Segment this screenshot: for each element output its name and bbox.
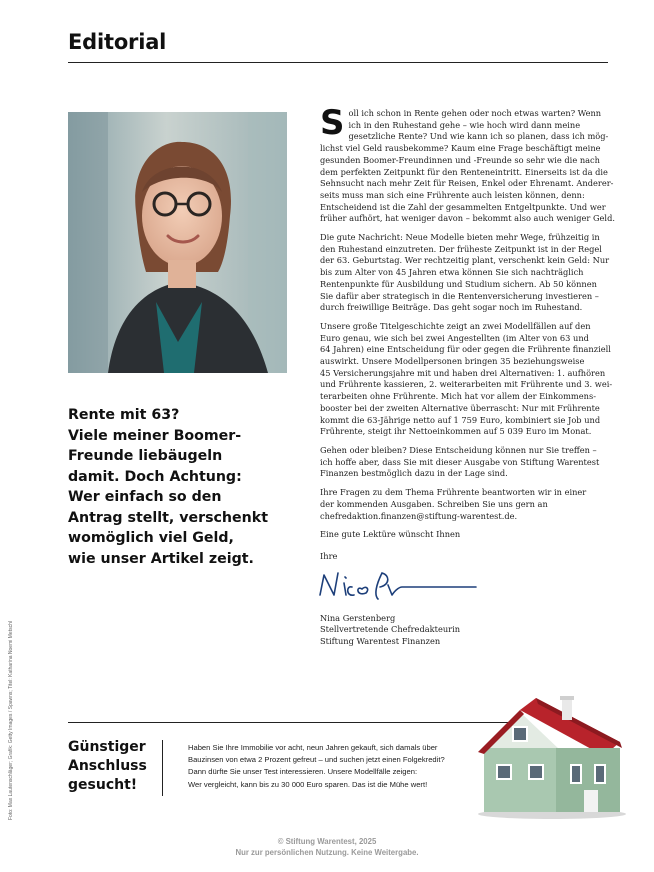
- text-line: bis zum Alter von 45 Jahren etwa können Sie sich nachträglich: [320, 267, 584, 278]
- pull-quote-line: Rente mit 63?: [68, 407, 180, 423]
- paragraph-4: [320, 445, 608, 480]
- handwritten-signature: [316, 565, 486, 605]
- text-line: Euro genau, wie sich bei zwei Angestellten (im Alter von 63 und: [320, 332, 589, 343]
- text-line: booster bei der zweiten Alternative überrascht: Nur mit Frührente: [320, 402, 600, 413]
- pull-quote-line: Wer einfach so den: [68, 489, 222, 505]
- house-illustration: [472, 690, 632, 820]
- salutation: Ihre: [320, 550, 338, 561]
- text-line: früher aufhört, hat weniger davon – bekommt also auch weniger Geld.: [320, 213, 615, 224]
- teaser-title-line: gesucht!: [68, 777, 138, 793]
- teaser-text-line: Haben Sie Ihre Immobilie vor acht, neun Jahren gekauft, sich damals über: [188, 743, 438, 752]
- paragraph-1: [320, 103, 615, 225]
- teaser-rule: [68, 722, 508, 723]
- text-line: gesetzliche Rente? Und wie kann ich so planen, dass ich mög-: [348, 131, 609, 142]
- text-line: Frührente, steigt ihr Nettoeinkommen auf 5 039 Euro im Monat.: [320, 426, 592, 437]
- teaser-text-line: Bauzinsen von etwa 2 Prozent gefreut – und suchen jetzt einen Folgekredit?: [188, 755, 445, 765]
- photo-credit: Foto: Max Lautenschläger; Grafik: Getty Images / Spawns; Titel: Katharina Noemi Metschl: [8, 621, 14, 820]
- text-line: ich hoffe aber, dass Sie mit dieser Ausgabe von Stiftung Warentest: [320, 456, 600, 467]
- text-line: Gehen oder bleiben? Diese Entscheidung können nur Sie treffen –: [320, 444, 597, 455]
- teaser-text-line: Wer vergleicht, kann bis zu 30 000 Euro sparen. Das ist die Mühe wert!: [188, 779, 428, 789]
- text-line: 64 Jahren) eine Entscheidung für oder gegen die Frührente finanziell: [320, 344, 611, 355]
- text-line: den Ruhestand einzutreten. Der früheste Zeitpunkt ist in der Regel: [320, 243, 602, 254]
- pull-quote-line: wie unser Artikel zeigt.: [68, 550, 254, 567]
- paragraph-5: [320, 487, 608, 522]
- pull-quote-line: damit. Doch Achtung:: [68, 468, 242, 485]
- text-line: Ihre Fragen zu dem Thema Frührente beantworten wir in einer: [320, 487, 587, 498]
- text-line: Unsere große Titelgeschichte zeigt an zwei Modellfällen auf den: [320, 320, 591, 331]
- copyright: © Stiftung Warentest, 2025: [277, 837, 377, 846]
- author-portrait: [68, 112, 287, 373]
- text-line: Rentenpunkte für Ausbildung und Studium sichern. Ab 50 können: [320, 278, 597, 289]
- closing-line: Eine gute Lektüre wünscht Ihnen: [320, 529, 461, 540]
- usage-notice: Nur zur persönlichen Nutzung. Keine Weitergabe.: [235, 848, 419, 857]
- pull-quote: [68, 405, 298, 569]
- text-line: ich in den Ruhestand gehe – wie hoch wird dann meine: [348, 119, 581, 130]
- teaser-divider: [162, 740, 163, 796]
- text-line: der 63. Geburtstag. Wer rechtzeitig plant, verschenkt kein Geld: Nur: [320, 255, 610, 266]
- paragraph-2: [320, 232, 608, 314]
- text-line: der kommenden Ausgaben. Schreiben Sie uns gern an: [320, 498, 548, 509]
- teaser-title: [68, 738, 147, 795]
- text-line: Sie dafür aber strategisch in die Rentenversicherung investieren –: [320, 290, 599, 301]
- page-title: Editorial: [68, 30, 167, 54]
- text-line: kommt die 63-Jährige netto auf 1 759 Euro, kombiniert sie Job und: [320, 414, 601, 425]
- text-line: auswirkt. Unsere Modellpersonen bringen 35 beziehungsweise: [320, 356, 585, 367]
- teaser-title-line: Günstiger: [68, 739, 146, 755]
- header-rule: [68, 62, 608, 63]
- text-line: durch freiwillige Beiträge. Das geht sogar noch im Ruhestand.: [320, 302, 583, 313]
- pull-quote-line: womöglich viel Geld,: [68, 530, 234, 546]
- signer-name: Nina Gerstenberg: [320, 612, 396, 623]
- text-line: seits muss man sich eine Frührente auch leisten können, denn:: [320, 189, 585, 200]
- text-line: dem perfekten Zeitpunkt für den Renteneintritt. Einerseits ist da die: [320, 166, 608, 177]
- closing-block: [320, 529, 608, 648]
- paragraph-3: [320, 320, 613, 438]
- teaser-text-line: Dann dürfte Sie unser Test interessieren. Unsere Modellfälle zeigen:: [188, 767, 418, 777]
- text-line: lichst viel Geld rausbekomme? Kaum eine Frage beschäftigt meine: [320, 143, 601, 154]
- signer-role: Stellvertretende Chefredakteurin: [320, 624, 461, 635]
- signer-org: Stiftung Warentest Finanzen: [320, 636, 441, 647]
- drop-cap: S: [320, 103, 345, 143]
- footer: [0, 836, 654, 858]
- email-link[interactable]: chefredaktion.finanzen@stiftung-warentest.de.: [320, 510, 518, 521]
- text-line: gesunden Boomer-Freundinnen und -Freunde so sehr wie die nach: [320, 154, 600, 165]
- pull-quote-line: Freunde liebäugeln: [68, 448, 223, 464]
- text-line: Die gute Nachricht: Neue Modelle bieten mehr Wege, frühzeitig in: [320, 232, 600, 243]
- pull-quote-line: Viele meiner Boomer-: [68, 427, 242, 444]
- text-line: 45 Versicherungsjahre mit und haben drei Alternativen: 1. aufhören: [320, 367, 606, 378]
- text-line: Entscheidend ist die Zahl der gesammelten Entgeltpunkte. Und wer: [320, 201, 606, 212]
- text-line: oll ich schon in Rente gehen oder noch etwas warten? Wenn: [348, 108, 602, 118]
- text-line: Finanzen bestmöglich dazu in der Lage sind.: [320, 468, 508, 479]
- pull-quote-line: Antrag stellt, verschenkt: [68, 509, 268, 526]
- editorial-body: [320, 103, 615, 648]
- text-line: Sehnsucht nach mehr Zeit für Reisen, Enkel oder Ehrenamt. Anderer-: [320, 178, 614, 189]
- teaser-title-line: Anschluss: [68, 758, 147, 774]
- teaser-text: [188, 742, 445, 791]
- text-line: terarbeiten ohne Frührente. Mich hat vor allem der Einkommens-: [320, 391, 596, 402]
- text-line: und Frührente kassieren, 2. weiterarbeiten mit Frührente und 3. wei-: [320, 379, 613, 390]
